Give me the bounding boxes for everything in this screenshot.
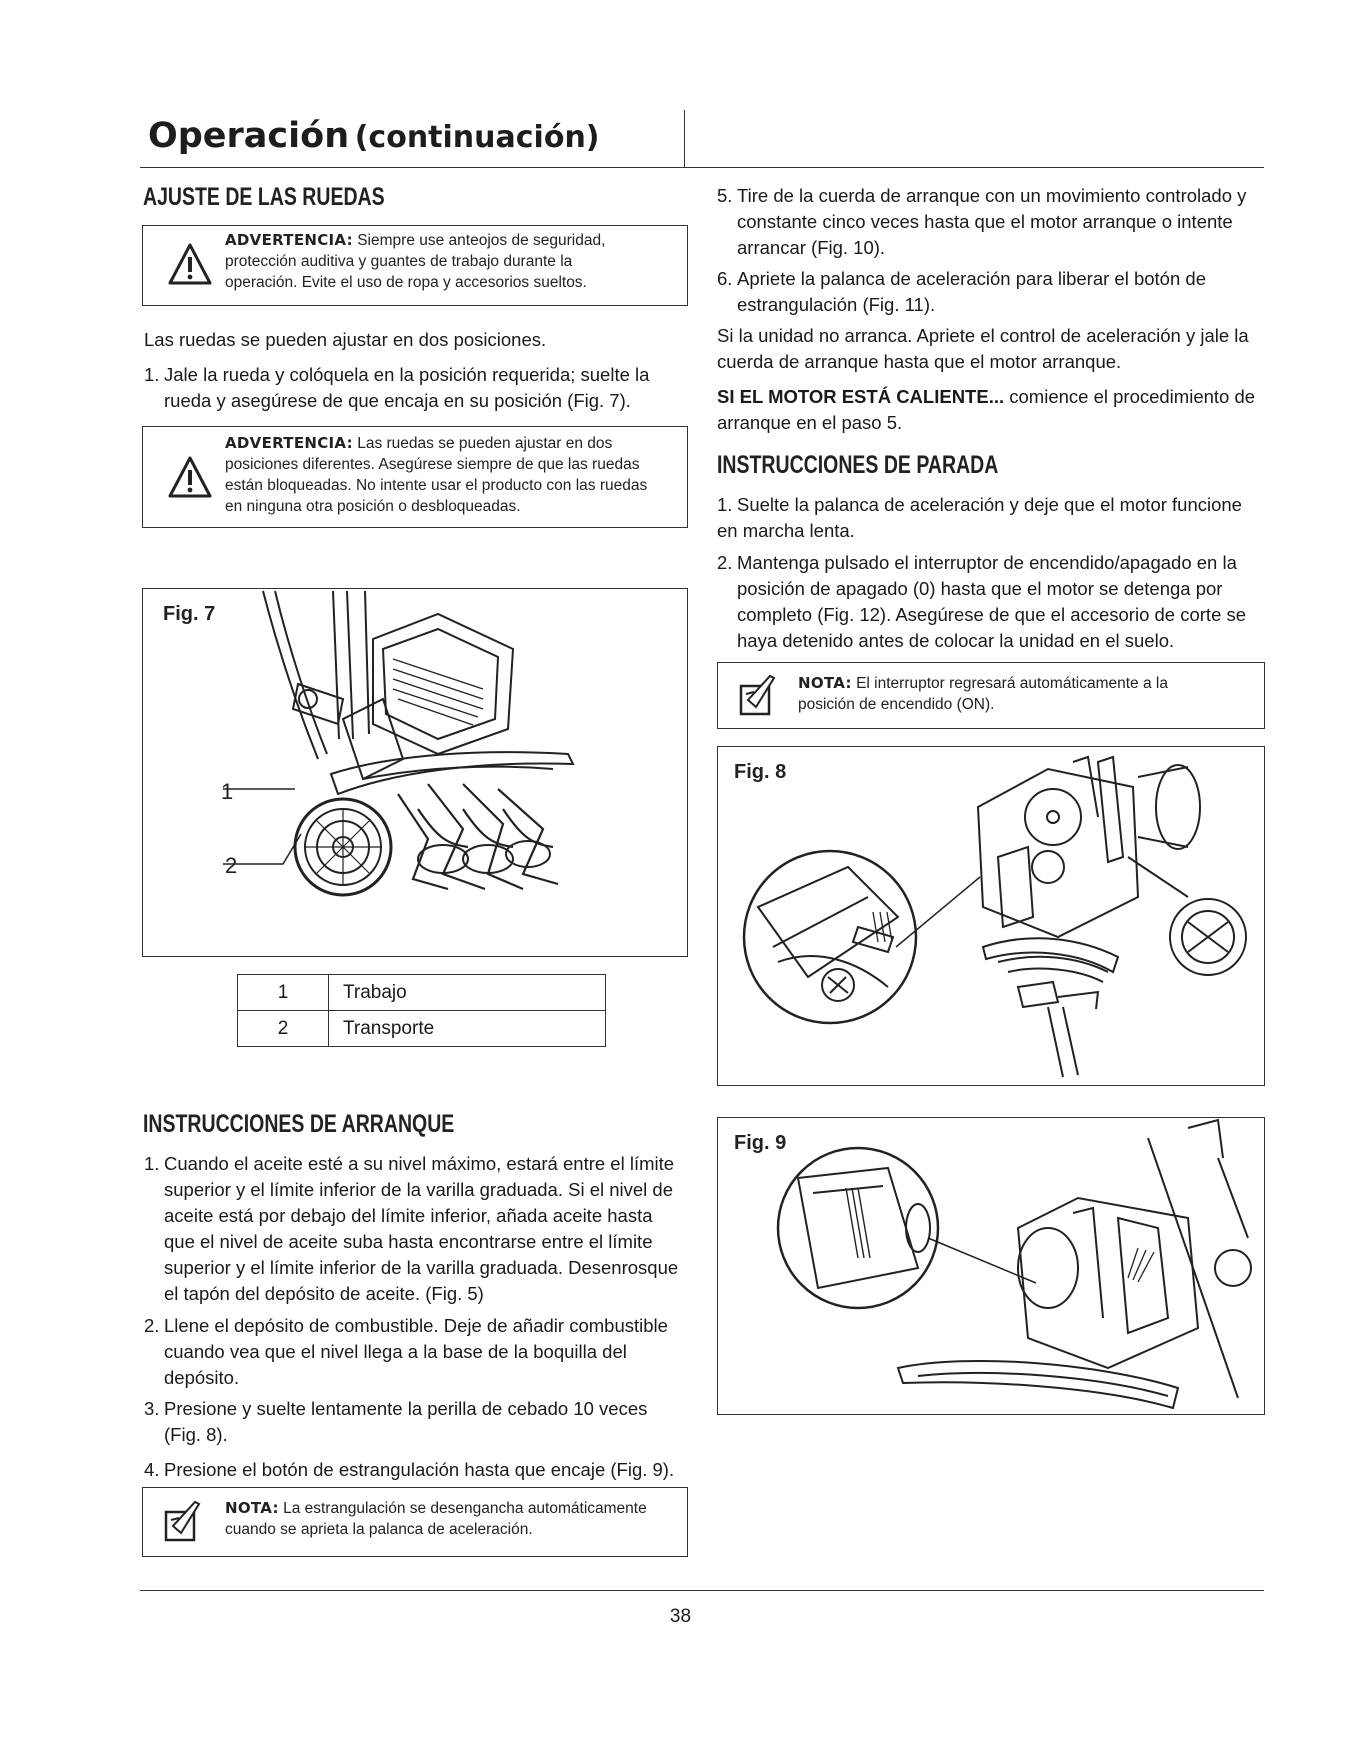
primer-bulb-illustration (718, 747, 1264, 1085)
step-number: 6. (717, 268, 733, 289)
wheels-intro: Las ruedas se pueden ajustar en dos posiciones. (144, 329, 547, 350)
wheel-position-legend (237, 974, 606, 1047)
step-line: Llene el depósito de combustible. Deje de añadir combustible (164, 1315, 668, 1336)
step-line: arrancar (Fig. 10). (737, 237, 886, 258)
step-line: superior y el límite inferior de la varilla graduada. Desenrosque (164, 1257, 679, 1278)
step-line: Presione y suelte lentamente la perilla de cebado 10 veces (164, 1398, 648, 1419)
legend-text: Trabajo (329, 975, 606, 1011)
note-line: posición de encendido (ON). (798, 696, 995, 713)
legend-row (238, 1011, 606, 1047)
note-pencil-icon (161, 1500, 205, 1544)
warning-keyword: ADVERTENCIA: (225, 434, 353, 452)
step-number: 4. (144, 1459, 160, 1480)
step-line: Jale la rueda y colóquela en la posición requerida; suelte la (164, 364, 650, 385)
warning-line: operación. Evite el uso de ropa y accesorios sueltos. (225, 274, 587, 291)
figure-7 (142, 588, 688, 957)
step-line: rueda y asegúrese de que encaja en su posición (Fig. 7). (164, 390, 631, 411)
step-number: 2. (717, 552, 733, 573)
step-line: haya detenido antes de colocar la unidad en el suelo. (737, 630, 1175, 651)
warning-line: Las ruedas se pueden ajustar en dos (357, 435, 613, 452)
warning-line: protección auditiva y guantes de trabajo durante la (225, 253, 573, 270)
section-heading-wheels: AJUSTE DE LAS RUEDAS (143, 183, 385, 211)
figure-label: Fig. 9 (734, 1132, 787, 1154)
warning-line: están bloqueadas. No intente usar el producto con las ruedas (225, 477, 648, 494)
hot-engine-paragraph (717, 384, 1267, 436)
step-number: 1. (717, 494, 733, 515)
step-line: Suelte la palanca de aceleración y deje que el motor funcione (737, 494, 1242, 515)
figure-callout-2: 2 (225, 853, 238, 878)
paragraph-line: comience el procedimiento de (1004, 386, 1256, 407)
step-line: superior y el límite inferior de la varilla graduada. Si el nivel de (164, 1179, 674, 1200)
step-number: 3. (144, 1398, 160, 1419)
warning-keyword: ADVERTENCIA: (225, 231, 353, 249)
warning-box-wheels (142, 426, 688, 528)
step-line: Apriete la palanca de aceleración para liberar el botón de (737, 268, 1206, 289)
step-line: completo (Fig. 12). Asegúrese de que el accesorio de corte se (737, 604, 1247, 625)
step-line: depósito. (164, 1367, 240, 1388)
note-box-switch (717, 662, 1265, 729)
paragraph-line: Si la unidad no arranca. Apriete el control de aceleración y jale la (717, 325, 1249, 346)
step-line: Cuando el aceite esté a su nivel máximo, estará entre el límite (164, 1153, 675, 1174)
choke-button-illustration (718, 1118, 1264, 1414)
step-line: cuando vea que el nivel llega a la base de la boquilla del (164, 1341, 627, 1362)
page-title-main: Operación (148, 116, 350, 156)
note-text (225, 1498, 680, 1540)
step-line: que el nivel de aceite suba hasta encontrarse entre el límite (164, 1231, 653, 1252)
warning-text (225, 230, 680, 293)
step-line: en marcha lenta. (717, 520, 855, 541)
title-divider (140, 167, 1264, 168)
section-heading-start: INSTRUCCIONES DE ARRANQUE (143, 1110, 455, 1138)
title-divider-vertical (684, 110, 685, 168)
figure-9 (717, 1117, 1265, 1415)
paragraph-line: arranque en el paso 5. (717, 412, 903, 433)
warning-triangle-icon (167, 242, 213, 286)
page-title-sub: (continuación) (354, 120, 600, 155)
legend-text: Transporte (329, 1011, 606, 1047)
note-pencil-icon (736, 674, 780, 718)
note-keyword: NOTA: (225, 1499, 279, 1517)
warning-line: Siempre use anteojos de seguridad, (357, 232, 606, 249)
step-number: 2. (144, 1315, 160, 1336)
step-number: 5. (717, 185, 733, 206)
warning-line: en ninguna otra posición o desbloqueadas. (225, 498, 521, 515)
footer-divider (140, 1590, 1264, 1591)
figure-label: Fig. 7 (163, 603, 216, 625)
step-line: Mantenga pulsado el interruptor de encendido/apagado en la (737, 552, 1237, 573)
step-line: el tapón del depósito de aceite. (Fig. 5) (164, 1283, 484, 1304)
legend-row (238, 975, 606, 1011)
note-line: La estrangulación se desengancha automáticamente (283, 1500, 647, 1517)
figure-callout-1: 1 (221, 779, 234, 804)
note-text (798, 673, 1253, 715)
step-line: estrangulación (Fig. 11). (737, 294, 936, 315)
warning-box-safety (142, 225, 688, 306)
warning-text (225, 433, 685, 517)
hot-engine-label: SI EL MOTOR ESTÁ CALIENTE... (717, 386, 1005, 407)
tiller-wheel-illustration (223, 589, 683, 955)
step-number: 1. (144, 1153, 160, 1174)
figure-label: Fig. 8 (734, 761, 787, 783)
section-heading-stop: INSTRUCCIONES DE PARADA (717, 451, 999, 479)
note-line: cuando se aprieta la palanca de aceleración. (225, 1521, 533, 1538)
step-line: (Fig. 8). (164, 1424, 228, 1445)
figure-8 (717, 746, 1265, 1086)
no-start-paragraph (717, 323, 1267, 375)
note-keyword: NOTA: (798, 674, 852, 692)
step-line: Presione el botón de estrangulación hasta que encaje (Fig. 9). (164, 1459, 675, 1480)
page-number: 38 (669, 1606, 692, 1627)
step-line: Tire de la cuerda de arranque con un movimiento controlado y (737, 185, 1247, 206)
note-line: El interruptor regresará automáticamente a la (856, 675, 1168, 692)
paragraph-line: cuerda de arranque hasta que el motor arranque. (717, 351, 1122, 372)
legend-num: 2 (238, 1011, 329, 1047)
page-title (148, 116, 600, 156)
step-line: constante cinco veces hasta que el motor arranque o intente (737, 211, 1233, 232)
warning-triangle-icon (167, 455, 213, 499)
step-line: posición de apagado (0) hasta que el motor se detenga por (737, 578, 1223, 599)
step-number: 1. (144, 364, 160, 385)
legend-num: 1 (238, 975, 329, 1011)
step-line: aceite está por debajo del límite inferior, añada aceite hasta (164, 1205, 653, 1226)
note-box-choke (142, 1487, 688, 1557)
warning-line: posiciones diferentes. Asegúrese siempre de que las ruedas (225, 456, 640, 473)
